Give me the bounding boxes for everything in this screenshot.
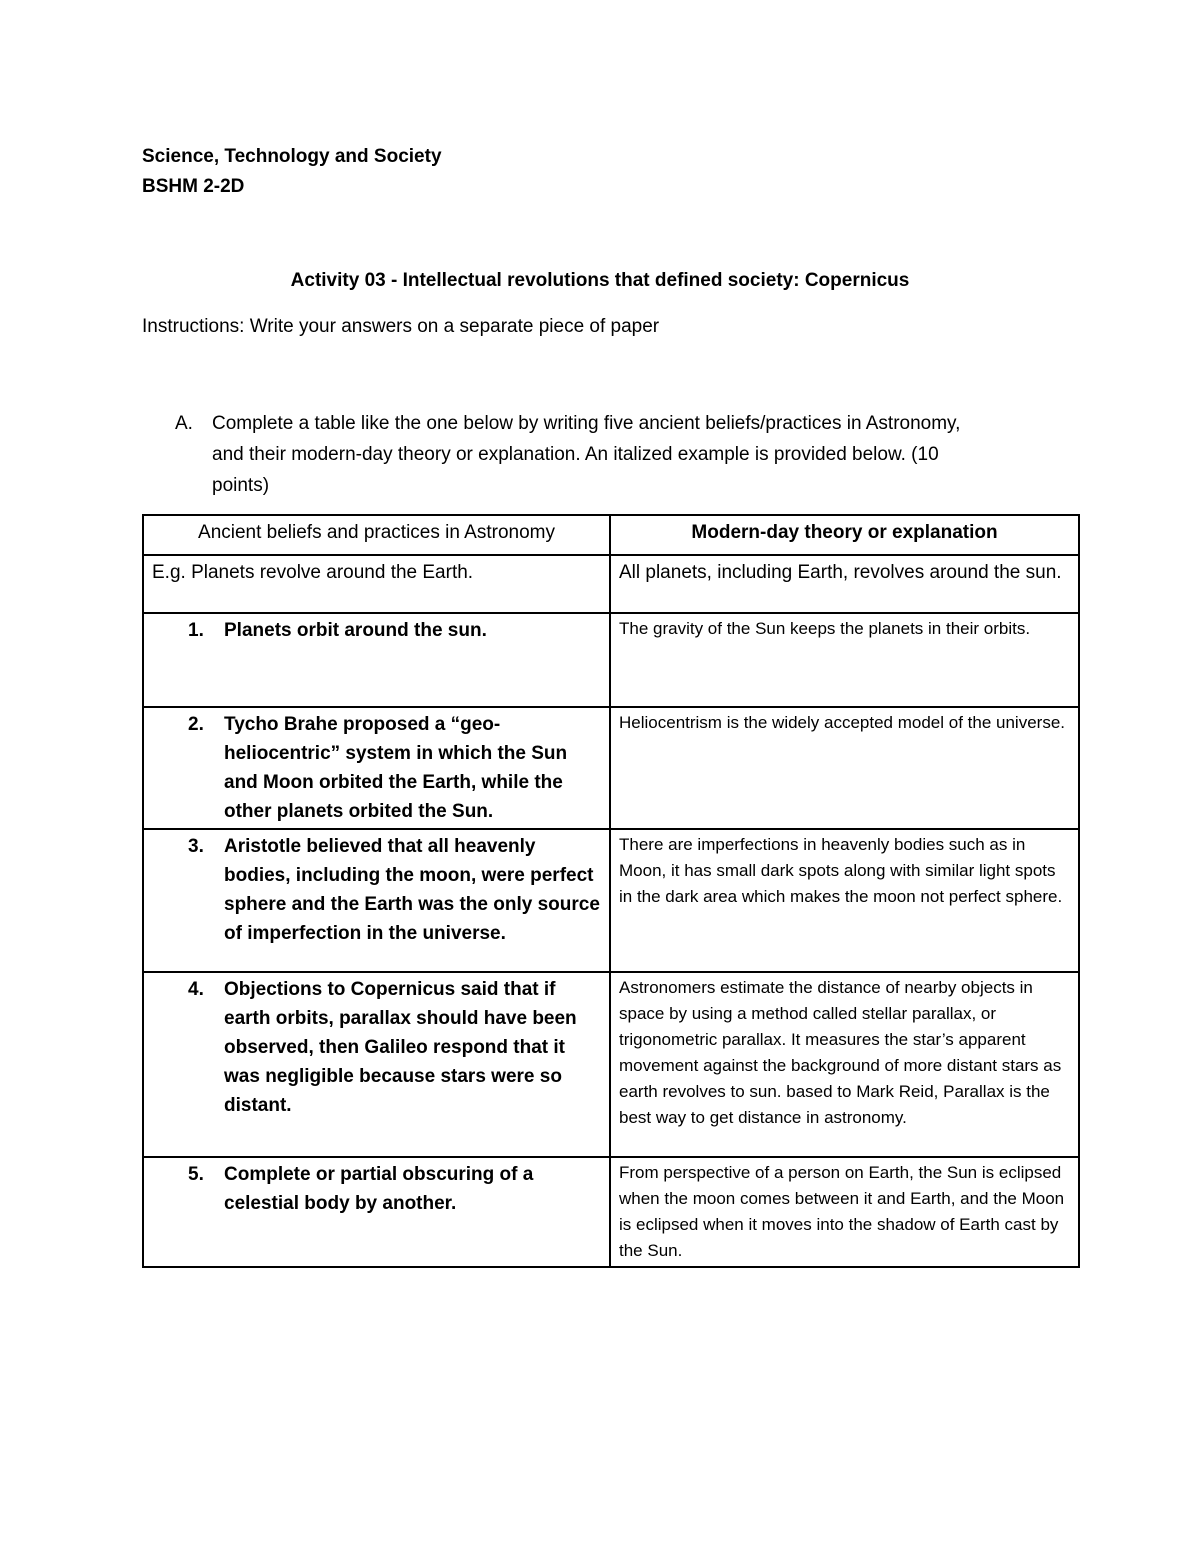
row-number: 3. xyxy=(188,836,204,857)
ancient-text: Complete or partial obscuring of a celestial body by another. xyxy=(224,1164,534,1214)
table-header-row xyxy=(143,515,1079,555)
table-row xyxy=(143,1157,1079,1267)
task-letter: A. xyxy=(175,413,193,434)
example-row xyxy=(143,555,1079,613)
row-number: 4. xyxy=(188,979,204,1000)
ancient-cell xyxy=(143,829,610,972)
ancient-cell xyxy=(143,613,610,707)
ancient-text: Planets orbit around the sun. xyxy=(224,620,487,641)
ancient-cell xyxy=(143,972,610,1157)
modern-cell: The gravity of the Sun keeps the planets in their orbits. xyxy=(610,613,1079,707)
modern-cell: Heliocentrism is the widely accepted model of the universe. xyxy=(610,707,1079,829)
table-row xyxy=(143,829,1079,972)
ancient-text: Aristotle believed that all heavenly bodies, including the moon, were perfect sphere and the Earth was the only source of imperfection in the universe. xyxy=(224,836,600,944)
table-row xyxy=(143,707,1079,829)
ancient-text: Tycho Brahe proposed a “geo-heliocentric” system in which the Sun and Moon orbited the Earth, while the other planets orbited the Sun. xyxy=(224,714,568,822)
modern-cell: Astronomers estimate the distance of nearby objects in space by using a method called stellar parallax, or trigonometric parallax. It measures the star’s apparent movement against the background of more distant stars as earth revolves to sun. based to Mark Reid, Parallax is the best way to get distance in astronomy. xyxy=(610,972,1079,1157)
ancient-cell xyxy=(143,707,610,829)
beliefs-table xyxy=(142,514,1080,1268)
task-text: Complete a table like the one below by writing five ancient beliefs/practices in Astronomy, and their modern-day theory or explanation. An italized example is provided below. (10 points) xyxy=(212,413,961,496)
table-row xyxy=(143,972,1079,1157)
header-ancient: Ancient beliefs and practices in Astronomy xyxy=(143,515,610,555)
row-number: 2. xyxy=(188,714,204,735)
ancient-text: Objections to Copernicus said that if earth orbits, parallax should have been observed, then Galileo respond that it was negligible because stars were so distant. xyxy=(224,979,577,1116)
table-row xyxy=(143,613,1079,707)
row-number: 5. xyxy=(188,1164,204,1185)
header-modern: Modern-day theory or explanation xyxy=(610,515,1079,555)
example-ancient: E.g. Planets revolve around the Earth. xyxy=(143,555,610,613)
modern-cell: From perspective of a person on Earth, the Sun is eclipsed when the moon comes between it and Earth, and the Moon is eclipsed when it moves into the shadow of Earth cast by the Sun. xyxy=(610,1157,1079,1267)
instructions: Instructions: Write your answers on a separate piece of paper xyxy=(142,316,660,337)
activity-title: Activity 03 - Intellectual revolutions that defined society: Copernicus xyxy=(290,270,910,291)
example-modern: All planets, including Earth, revolves around the sun. xyxy=(610,555,1079,613)
task-a xyxy=(175,408,995,501)
modern-cell: There are imperfections in heavenly bodies such as in Moon, it has small dark spots along with similar light spots in the dark area which makes the moon not perfect sphere. xyxy=(610,829,1079,972)
row-number: 1. xyxy=(188,620,204,641)
section-code: BSHM 2-2D xyxy=(142,176,245,197)
ancient-cell xyxy=(143,1157,610,1267)
course-title: Science, Technology and Society xyxy=(142,146,442,167)
